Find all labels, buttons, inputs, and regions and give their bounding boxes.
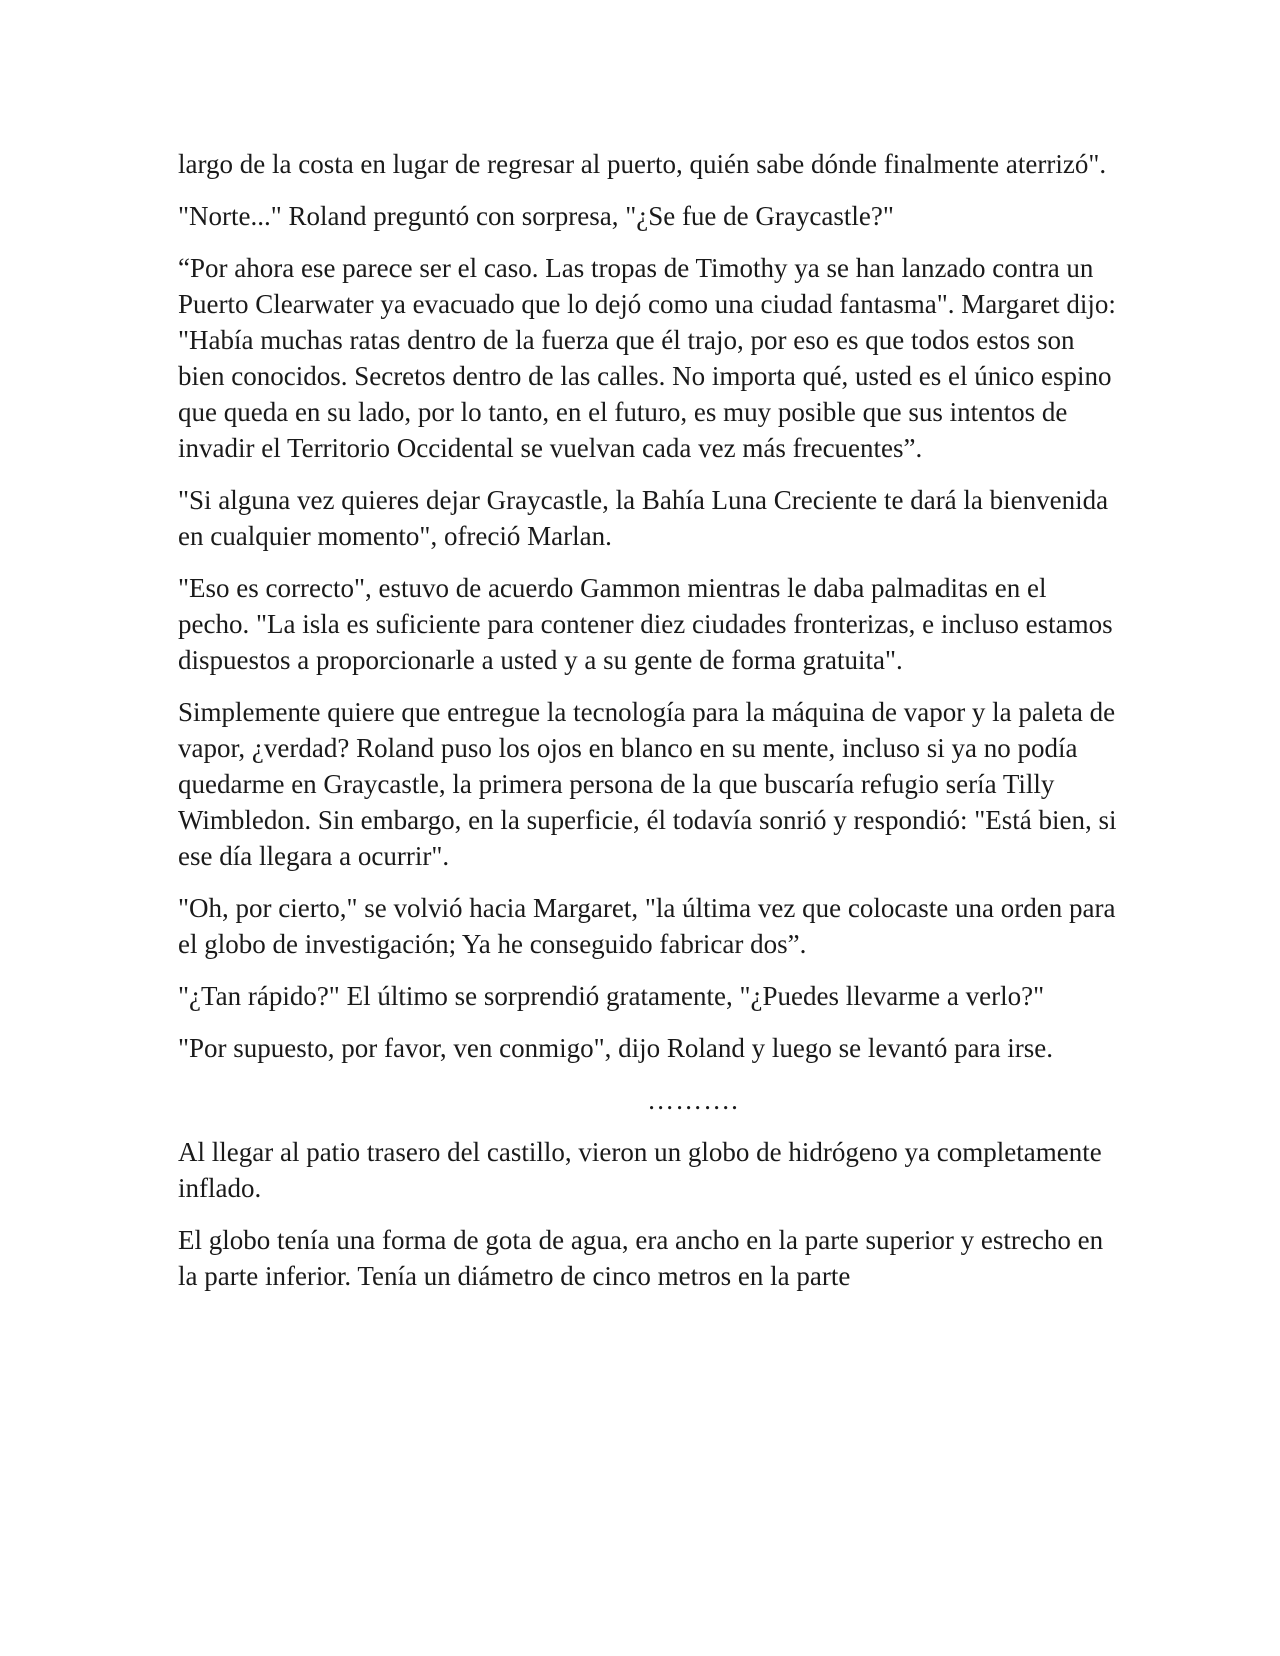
- paragraph: "Eso es correcto", estuvo de acuerdo Gammon mientras le daba palmaditas en el pecho. "La isla es suficiente para contener diez ciudades fronterizas, e incluso estamos dispuestos a proporcionarle a usted y a su gente de forma gratuita".: [178, 573, 1113, 675]
- paragraph: "Norte..." Roland preguntó con sorpresa, "¿Se fue de Graycastle?": [178, 201, 894, 231]
- paragraph: "Por supuesto, por favor, ven conmigo", dijo Roland y luego se levantó para irse.: [178, 1033, 1054, 1063]
- paragraph: Simplemente quiere que entregue la tecnología para la máquina de vapor y la paleta de vapor, ¿verdad? Roland puso los ojos en blanco en su mente, incluso si ya no podía quedarme en Graycastle, la primera persona de la que buscaría refugio sería Tilly Wimbledon. Sin embargo, en la superficie, él todavía sonrió y respondió: "Está bien, si ese día llegara a ocurrir".: [178, 697, 1117, 871]
- paragraph: "Oh, por cierto," se volvió hacia Margaret, "la última vez que colocaste una orden para el globo de investigación; Ya he conseguido fabricar dos”.: [178, 893, 1116, 959]
- paragraph: largo de la costa en lugar de regresar al puerto, quién sabe dónde finalmente aterrizó".: [178, 149, 1107, 179]
- paragraph: El globo tenía una forma de gota de agua, era ancho en la parte superior y estrecho en la parte inferior. Tenía un diámetro de cinco metros en la parte: [178, 1225, 1104, 1291]
- paragraph: "Si alguna vez quieres dejar Graycastle, la Bahía Luna Creciente te dará la bienvenida en cualquier momento", ofreció Marlan.: [178, 485, 1109, 551]
- paragraph: Al llegar al patio trasero del castillo, vieron un globo de hidrógeno ya completamente inflado.: [178, 1137, 1102, 1203]
- document-body: [178, 146, 1118, 1310]
- paragraph: “Por ahora ese parece ser el caso. Las tropas de Timothy ya se han lanzado contra un Puerto Clearwater ya evacuado que lo dejó como una ciudad fantasma". Margaret dijo: "Había muchas ratas dentro de la fuerza que él trajo, por eso es que todos estos son bien conocidos. Secretos dentro de las calles. No importa qué, usted es el único espino que queda en su lado, por lo tanto, en el futuro, es muy posible que sus intentos de invadir el Territorio Occidental se vuelvan cada vez más frecuentes”.: [178, 253, 1116, 463]
- section-separator: ……….: [647, 1085, 739, 1115]
- paragraph: "¿Tan rápido?" El último se sorprendió gratamente, "¿Puedes llevarme a verlo?": [178, 981, 1045, 1011]
